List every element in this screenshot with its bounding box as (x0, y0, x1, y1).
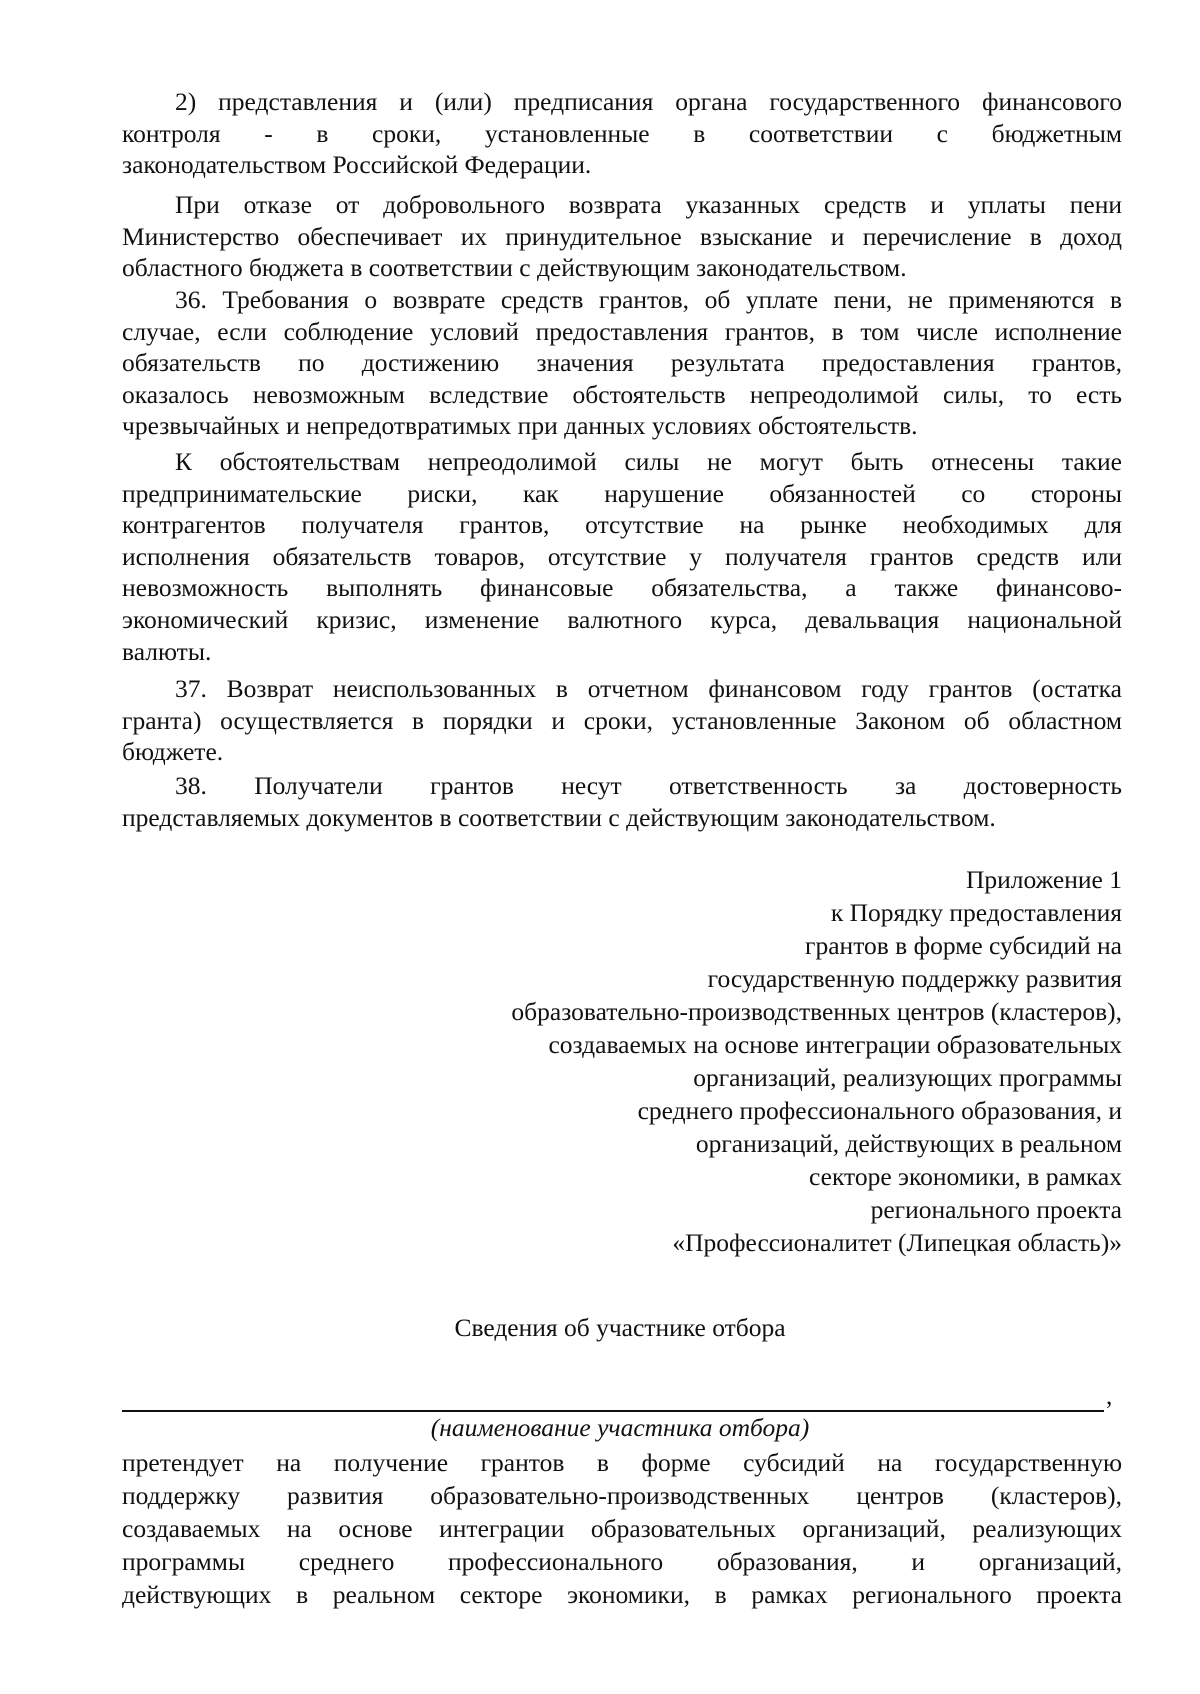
paragraph-item-2 (122, 86, 1122, 181)
text-line: экономический кризис, изменение валютного курса, девальвация национальной (122, 604, 1122, 634)
text-line: контрагентов получателя грантов, отсутствие на рынке необходимых для (122, 510, 1122, 540)
text-line: невозможность выполнять финансовые обязательства, а также финансово- (122, 573, 1122, 603)
text-line: чрезвычайных и непредотвратимых при данных условиях обстоятельств. (122, 411, 918, 441)
text-line: создаваемых на основе интеграции образовательных организаций, реализующих (122, 1514, 1122, 1543)
text-line: 36. Требования о возврате средств грантов, об уплате пени, не применяются в (175, 285, 1122, 314)
paragraph-force-majeure (122, 446, 1122, 667)
appendix-line: к Порядку предоставления (830, 898, 1122, 927)
text-line: случае, если соблюдение условий предоставления грантов, в том числе исполнение (122, 316, 1122, 346)
text-line: Министерство обеспечивает их принудительное взыскание и перечисление в доход (122, 221, 1122, 251)
text-line: законодательством Российской Федерации. (122, 150, 592, 180)
paragraph-37 (122, 673, 1122, 768)
text-line: предпринимательские риски, как нарушение обязанностей со стороны (122, 478, 1122, 508)
appendix-line: среднего профессионального образования, и (637, 1096, 1122, 1125)
text-line: областного бюджета в соответствии с действующим законодательством. (122, 253, 907, 283)
text-line: программы среднего профессионального образования, и организаций, (122, 1547, 1122, 1576)
appendix-line: Приложение 1 (966, 865, 1122, 894)
paragraph-refusal (122, 189, 1122, 284)
text-line: 2) представления и (или) предписания органа государственного финансового (175, 87, 1122, 116)
appendix-line: образовательно-производственных центров (кластеров), (511, 997, 1122, 1026)
text-line: гранта) осуществляется в порядки и сроки, установленные Законом об областном (122, 705, 1122, 735)
text-line: 37. Возврат неиспользованных в отчетном финансовом году грантов (остатка (175, 674, 1122, 703)
appendix-header (422, 863, 1122, 1259)
text-line: претендует на получение грантов в форме субсидий на государственную (122, 1448, 1122, 1477)
text-line: обязательств по достижению значения результата предоставления грантов, (122, 348, 1122, 378)
appendix-line: «Профессионалитет (Липецкая область)» (672, 1228, 1122, 1257)
text-line: При отказе от добровольного возврата указанных средств и уплаты пени (175, 190, 1122, 219)
paragraph-38 (122, 770, 1122, 833)
text-line: валюты. (122, 636, 212, 666)
appendix-line: государственную поддержку развития (707, 964, 1122, 993)
text-line: представляемых документов в соответствии с действующим законодательством. (122, 802, 996, 832)
text-line: оказалось невозможным вследствие обстоятельств непреодолимой силы, то есть (122, 379, 1122, 409)
appendix-line: регионального проекта (870, 1195, 1122, 1224)
appendix-line: организаций, реализующих программы (693, 1063, 1122, 1092)
text-line: поддержку развития образовательно-производственных центров (кластеров), (122, 1481, 1122, 1510)
text-line: исполнения обязательств товаров, отсутствие у получателя грантов средств или (122, 541, 1122, 571)
appendix-line: создаваемых на основе интеграции образовательных (548, 1030, 1122, 1059)
paragraph-participant-claim (122, 1446, 1122, 1611)
appendix-line: грантов в форме субсидий на (805, 931, 1122, 960)
text-line: 38. Получатели грантов несут ответственность за достоверность (175, 771, 1122, 800)
text-line: действующих в реальном секторе экономики, в рамках регионального проекта (122, 1580, 1122, 1609)
participant-name-caption: (наименование участника отбора) (430, 1413, 810, 1442)
section-title: Сведения об участнике отбора (454, 1313, 786, 1342)
fill-line-comma: , (1106, 1381, 1113, 1410)
text-line: контроля - в сроки, установленные в соответствии с бюджетным (122, 118, 1122, 148)
appendix-line: организаций, действующих в реальном (695, 1129, 1122, 1158)
paragraph-36 (122, 284, 1122, 442)
text-line: бюджете. (122, 737, 224, 767)
text-line: К обстоятельствам непреодолимой силы не могут быть отнесены такие (175, 447, 1122, 476)
appendix-line: секторе экономики, в рамках (809, 1162, 1122, 1191)
